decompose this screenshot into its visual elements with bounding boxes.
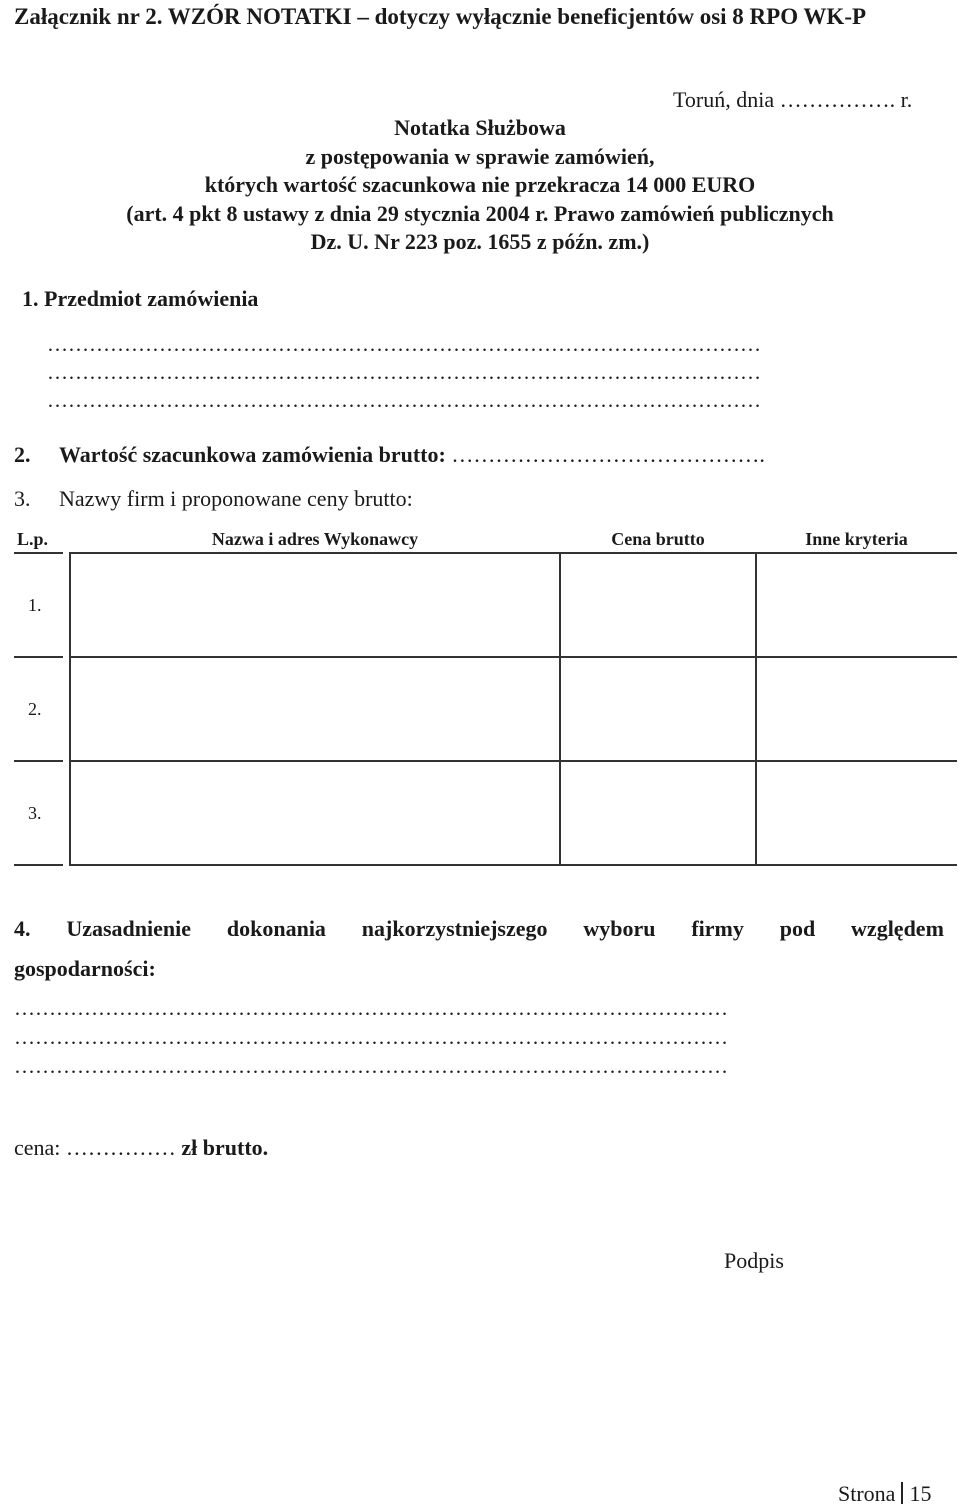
estimated-value-field[interactable]: …………………………………….: [451, 442, 765, 467]
document-header: Załącznik nr 2. WZÓR NOTATKI – dotyczy wyłącznie beneficjentów osi 8 RPO WK-P: [14, 4, 867, 29]
price-field[interactable]: ……………: [65, 1135, 176, 1160]
price-cell[interactable]: [560, 657, 756, 761]
section-2-number: 2.: [14, 442, 31, 467]
signature-label: Podpis: [724, 1248, 784, 1273]
table-row: [14, 657, 957, 761]
row-number: 3.: [14, 761, 63, 865]
section-3-number: 3.: [14, 486, 31, 511]
dotted-fill-line[interactable]: …………………………………………………………………………………………: [14, 1025, 728, 1049]
column-header-other-criteria: Inne kryteria: [756, 526, 957, 553]
section-3-label: Nazwy firm i proponowane ceny brutto:: [59, 486, 413, 511]
table-header-row: [14, 526, 957, 553]
section-2-heading: [14, 442, 765, 468]
dotted-fill-line[interactable]: …………………………………………………………………………………………: [47, 332, 761, 356]
dotted-fill-line[interactable]: …………………………………………………………………………………………: [14, 1054, 728, 1078]
section-2-label: Wartość szacunkowa zamówienia brutto:: [59, 442, 446, 467]
row-number: 2.: [14, 657, 63, 761]
section-4-word: najkorzystniejszego: [361, 916, 548, 941]
price-cell[interactable]: [560, 761, 756, 865]
page-label: Strona: [838, 1481, 896, 1506]
title-line: Dz. U. Nr 223 poz. 1655 z późn. zm.): [310, 229, 650, 255]
price-cell[interactable]: [560, 553, 756, 657]
contractor-cell[interactable]: [70, 657, 560, 761]
section-1-heading: [22, 286, 258, 312]
contractor-cell[interactable]: [70, 761, 560, 865]
price-suffix: zł brutto.: [181, 1135, 269, 1160]
section-3-heading: [14, 486, 413, 512]
table-row: [14, 761, 957, 865]
price-label: cena:: [14, 1135, 61, 1160]
page-footer: [838, 1481, 931, 1507]
column-header-contractor: Nazwa i adres Wykonawcy: [70, 526, 560, 553]
price-line: [14, 1135, 268, 1161]
title-line: z postępowania w sprawie zamówień,: [305, 143, 655, 169]
column-header-price: Cena brutto: [560, 526, 756, 553]
section-1-number: 1.: [22, 286, 39, 311]
dotted-fill-line[interactable]: …………………………………………………………………………………………: [47, 360, 761, 384]
page-number: 15: [909, 1481, 932, 1506]
table-row: [14, 553, 957, 657]
other-criteria-cell[interactable]: [756, 657, 957, 761]
section-4-number: 4.: [14, 916, 31, 941]
section-4-word: firmy: [691, 916, 744, 941]
section-4-word: wyboru: [583, 916, 656, 941]
column-header-lp: L.p.: [14, 526, 63, 553]
date-line: Toruń, dnia ……………. r.: [673, 87, 913, 112]
title-line: których wartość szacunkowa nie przekracza 14 000 EURO: [204, 172, 756, 198]
document-title: [0, 114, 960, 257]
footer-separator: [901, 1482, 903, 1504]
other-criteria-cell[interactable]: [756, 761, 957, 865]
section-1-label: Przedmiot zamówienia: [44, 286, 259, 311]
dotted-fill-line[interactable]: …………………………………………………………………………………………: [14, 996, 728, 1020]
title-line: Notatka Służbowa: [394, 115, 566, 140]
row-number: 1.: [14, 553, 63, 657]
title-line: (art. 4 pkt 8 ustawy z dnia 29 stycznia 2004 r. Prawo zamówień publicznych: [126, 200, 834, 226]
dotted-fill-line[interactable]: …………………………………………………………………………………………: [47, 388, 761, 412]
offers-table: [14, 526, 957, 866]
contractor-cell[interactable]: [70, 553, 560, 657]
section-4-heading: [14, 909, 944, 989]
section-4-word: Uzasadnienie: [66, 916, 192, 941]
section-4-word: względem: [851, 916, 944, 941]
section-4-word: dokonania: [226, 916, 326, 941]
section-4-line2: gospodarności:: [14, 956, 156, 981]
section-4-word: pod: [779, 916, 816, 941]
other-criteria-cell[interactable]: [756, 553, 957, 657]
